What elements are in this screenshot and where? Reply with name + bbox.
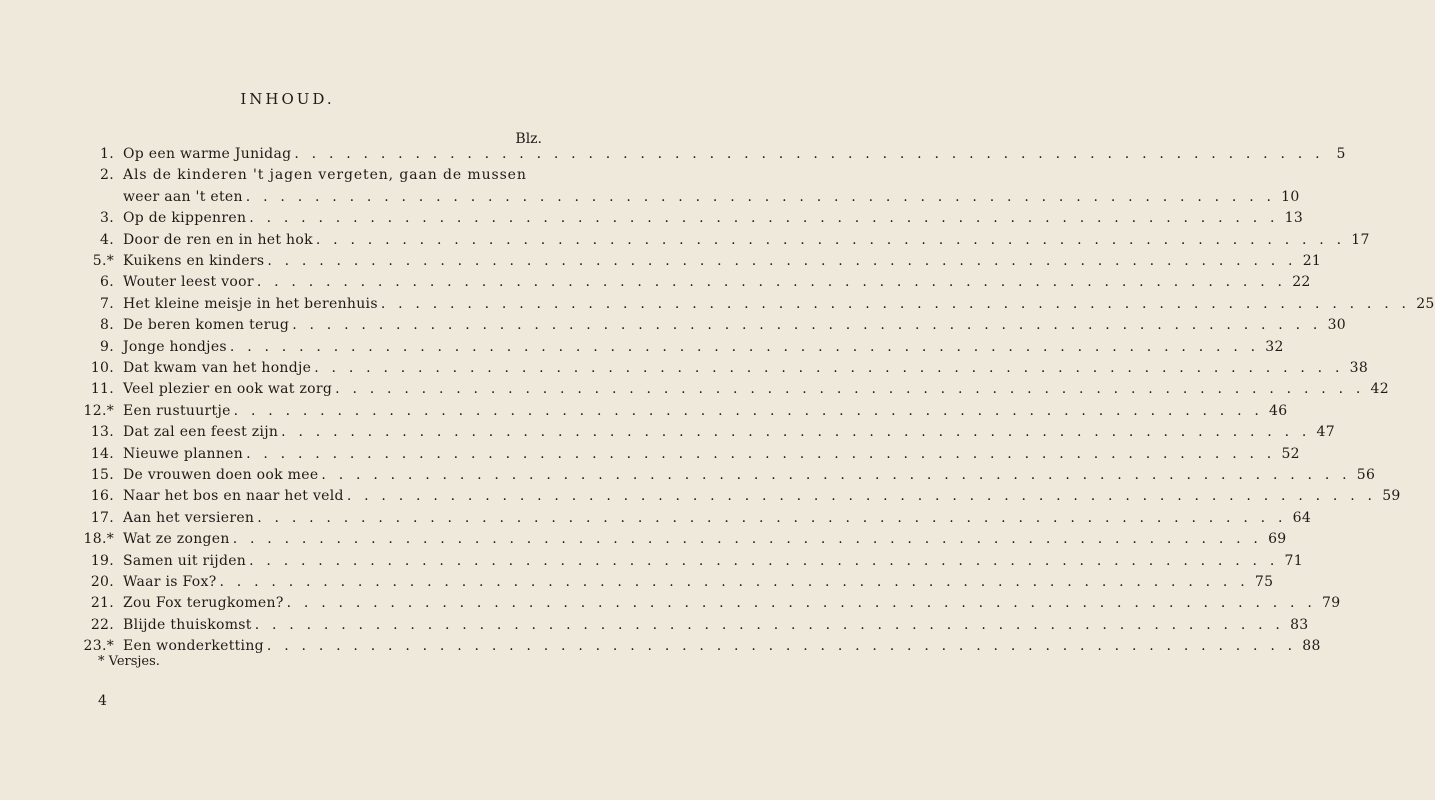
toc-entry-page: 17 xyxy=(1351,231,1370,248)
toc-entry-title: Jonge hondjes xyxy=(123,338,227,355)
toc-entry-page: 47 xyxy=(1316,424,1335,441)
toc-entry-page: 83 xyxy=(1290,616,1309,633)
toc-entry-title: Op een warme Junidag xyxy=(123,146,292,162)
toc-entry-page: 10 xyxy=(1281,188,1300,205)
toc-entry-number: 10. xyxy=(90,360,114,376)
toc-entry-title: Veel plezier en ook wat zorg xyxy=(123,381,333,398)
toc-entry-page: 13 xyxy=(1284,210,1304,227)
toc-entry-page: 56 xyxy=(1356,467,1376,483)
toc-entry-page: 32 xyxy=(1265,338,1284,355)
toc-entry-title: Naar het bos en naar het veld xyxy=(123,488,344,505)
toc-entry-number: 21. xyxy=(90,595,114,612)
toc-entry-number: 12.* xyxy=(83,402,114,419)
dot-leader: . . . . . . . . . . . . . . . . . . . . . . . . . . . . . . . . . . . . . . . . . . . . . . . . . . . . . . . . . . . . xyxy=(321,467,1351,483)
dot-leader: . . . . . . . . . . . . . . . . . . . . . . . . . . . . . . . . . . . . . . . . . . . . . . . . . . . . . . . . . . . . xyxy=(335,381,1365,398)
toc-entry-title: Waar is Fox? xyxy=(123,574,217,590)
toc-entry-page: 25 xyxy=(1416,295,1435,312)
dot-leader: . . . . . . . . . . . . . . . . . . . . . . . . . . . . . . . . . . . . . . . . . . . . . . . . . . . . . . . . . . . . xyxy=(219,574,1249,590)
toc-entry-page: 5 xyxy=(1336,146,1346,162)
footnote: * Versjes. xyxy=(98,654,160,669)
toc-entry-title: Samen uit rijden xyxy=(123,552,247,569)
toc-entry-number: 7. xyxy=(100,295,114,312)
toc-entry-title: De beren komen terug xyxy=(123,317,290,334)
page-title: INHOUD. xyxy=(240,90,335,108)
toc-entry-title: Nieuwe plannen xyxy=(123,445,244,462)
dot-leader: . . . . . . . . . . . . . . . . . . . . . . . . . . . . . . . . . . . . . . . . . . . . . . . . . . . . . . . . . . . . xyxy=(286,595,1316,612)
toc-entry-number: 19. xyxy=(90,552,114,569)
toc-entry-title: Zou Fox terugkomen? xyxy=(123,595,284,612)
dot-leader: . . . . . . . . . . . . . . . . . . . . . . . . . . . . . . . . . . . . . . . . . . . . . . . . . . . . . . . . . . . . xyxy=(267,253,1297,269)
toc-entry-page: 88 xyxy=(1302,638,1321,655)
toc-entry-number: 5.* xyxy=(92,253,114,269)
dot-leader: . . . . . . . . . . . . . . . . . . . . . . . . . . . . . . . . . . . . . . . . . . . . . . . . . . . . . . . . . . . . xyxy=(346,488,1377,505)
toc-entry-number: 6. xyxy=(100,274,114,291)
toc-entry-title: Blijde thuiskomst xyxy=(123,616,252,633)
dot-leader: . . . . . . . . . . . . . . . . . . . . . . . . . . . . . . . . . . . . . . . . . . . . . . . . . . . . . . . . . . . . xyxy=(246,445,1276,462)
toc-entry-title: Een wonderketting xyxy=(123,638,264,655)
toc-entry-title: Het kleine meisje in het berenhuis xyxy=(123,295,378,312)
toc-entry-number: 15. xyxy=(90,467,114,483)
toc-entry-number: 2. xyxy=(100,167,114,184)
dot-leader: . . . . . . . . . . . . . . . . . . . . . . . . . . . . . . . . . . . . . . . . . . . . . . . . . . . . . . . . . . . . xyxy=(315,231,1346,248)
toc-entry-number: 9. xyxy=(100,338,114,355)
dot-leader: . . . . . . . . . . . . . . . . . . . . . . . . . . . . . . . . . . . . . . . . . . . . . . . . . . . . . . . . . . . . xyxy=(292,317,1322,334)
toc-entry-number: 11. xyxy=(90,381,114,398)
page-number: 4 xyxy=(98,693,107,709)
toc-entry-title: Als de kinderen 't jagen vergeten, gaan de mussen xyxy=(123,167,527,184)
toc-entry-title: Door de ren en in het hok xyxy=(123,231,313,248)
toc-entry-title: Kuikens en kinders xyxy=(123,253,265,269)
toc-entry-title: Dat kwam van het hondje xyxy=(123,360,312,376)
toc-entry-page: 52 xyxy=(1281,445,1300,462)
toc-entry-page: 30 xyxy=(1327,317,1346,334)
toc-entry-page: 46 xyxy=(1269,402,1288,419)
dot-leader: . . . . . . . . . . . . . . . . . . . . . . . . . . . . . . . . . . . . . . . . . . . . . . . . . . . . . . . . . . . . xyxy=(249,552,1279,569)
toc-entry-number: 23.* xyxy=(83,638,114,655)
toc-entry-number: 22. xyxy=(90,616,114,633)
toc-entry-page: 75 xyxy=(1254,574,1274,590)
toc-entry-page: 38 xyxy=(1349,360,1369,376)
dot-leader: . . . . . . . . . . . . . . . . . . . . . . . . . . . . . . . . . . . . . . . . . . . . . . . . . . . . . . . . . . . . xyxy=(314,360,1344,376)
toc-entry-page: 42 xyxy=(1370,381,1389,398)
toc-entry-number: 16. xyxy=(90,488,114,505)
toc-entry-number: 8. xyxy=(100,317,114,334)
dot-leader: . . . . . . . . . . . . . . . . . . . . . . . . . . . . . . . . . . . . . . . . . . . . . . . . . . . . . . . . . . . . xyxy=(229,338,1260,355)
toc-entry-number: 13. xyxy=(90,424,114,441)
toc-entry-page: 22 xyxy=(1292,274,1311,291)
dot-leader: . . . . . . . . . . . . . . . . . . . . . . . . . . . . . . . . . . . . . . . . . . . . . . . . . . . . . . . . . . . . xyxy=(256,274,1287,291)
dot-leader: . . . . . . . . . . . . . . . . . . . . . . . . . . . . . . . . . . . . . . . . . . . . . . . . . . . . . . . . . . . . xyxy=(232,531,1263,548)
toc-entry-number: 3. xyxy=(100,210,114,227)
page-column-header: Blz. xyxy=(515,131,542,147)
toc-entry-number: 18.* xyxy=(83,531,114,548)
toc-entry-title-continued: weer aan 't eten xyxy=(123,188,243,205)
toc-entry-page: 71 xyxy=(1284,552,1303,569)
dot-leader: . . . . . . . . . . . . . . . . . . . . . . . . . . . . . . . . . . . . . . . . . . . . . . . . . . . . . . . . . . . . xyxy=(380,295,1411,312)
toc-entry-number: 14. xyxy=(90,445,114,462)
dot-leader: . . . . . . . . . . . . . . . . . . . . . . . . . . . . . . . . . . . . . . . . . . . . . . . . . . . . . . . . . . . . xyxy=(266,638,1297,655)
toc-entry-title: Een rustuurtje xyxy=(123,402,231,419)
dot-leader: . . . . . . . . . . . . . . . . . . . . . . . . . . . . . . . . . . . . . . . . . . . . . . . . . . . . . . . . . . . . xyxy=(249,210,1279,227)
toc-entry-page: 21 xyxy=(1302,253,1322,269)
toc-entry-number: 17. xyxy=(90,509,114,526)
toc-entry-title: De vrouwen doen ook mee xyxy=(123,467,319,483)
toc-entry-title: Wouter leest voor xyxy=(123,274,254,291)
dot-leader: . . . . . . . . . . . . . . . . . . . . . . . . . . . . . . . . . . . . . . . . . . . . . . . . . . . . . . . . . . . . xyxy=(294,146,1324,162)
toc-entry-title: Op de kippenren xyxy=(123,210,247,227)
dot-leader: . . . . . . . . . . . . . . . . . . . . . . . . . . . . . . . . . . . . . . . . . . . . . . . . . . . . . . . . . . . . xyxy=(281,424,1311,441)
toc-entry-page: 69 xyxy=(1268,531,1287,548)
dot-leader: . . . . . . . . . . . . . . . . . . . . . . . . . . . . . . . . . . . . . . . . . . . . . . . . . . . . . . . . . . . . xyxy=(254,616,1285,633)
toc-entry-number: 1. xyxy=(100,146,114,162)
toc-entry-title: Wat ze zongen xyxy=(123,531,230,548)
dot-leader: . . . . . . . . . . . . . . . . . . . . . . . . . . . . . . . . . . . . . . . . . . . . . . . . . . . . . . . . . . . . xyxy=(233,402,1264,419)
toc-entry-title: Dat zal een feest zijn xyxy=(123,424,279,441)
dot-leader: . . . . . . . . . . . . . . . . . . . . . . . . . . . . . . . . . . . . . . . . . . . . . . . . . . . . . . . . . . . . xyxy=(245,188,1276,205)
toc-entry-title: Aan het versieren xyxy=(123,509,255,526)
dot-leader: . . . . . . . . . . . . . . . . . . . . . . . . . . . . . . . . . . . . . . . . . . . . . . . . . . . . . . . . . . . . xyxy=(257,509,1287,526)
toc-entry-page: 79 xyxy=(1322,595,1341,612)
toc-entry-number: 20. xyxy=(90,574,114,590)
toc-entry-page: 59 xyxy=(1382,488,1401,505)
toc-entry-page: 64 xyxy=(1292,509,1312,526)
toc-entry-number: 4. xyxy=(100,231,114,248)
